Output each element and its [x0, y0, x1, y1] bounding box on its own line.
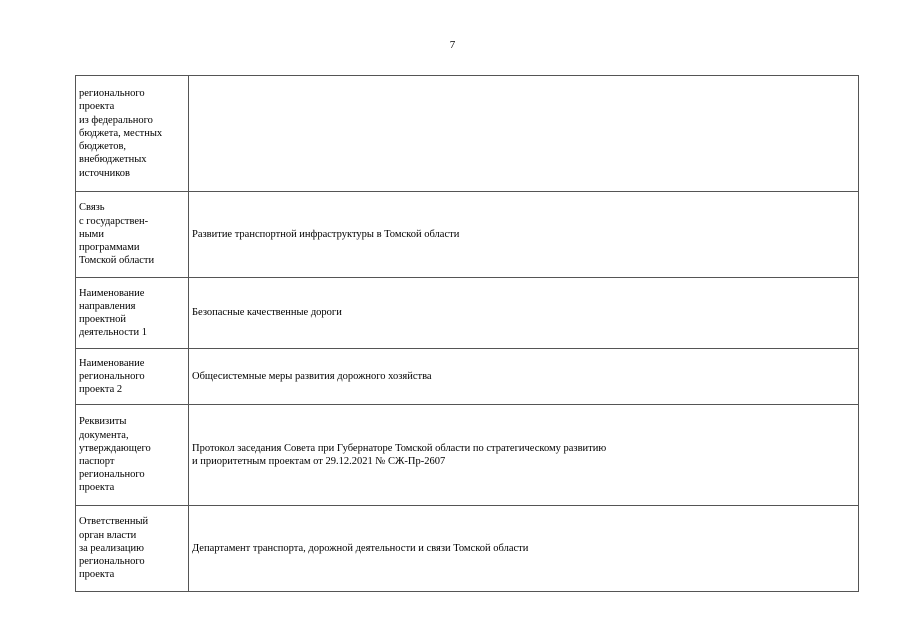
row-value-regional-project-name: Общесистемные меры развития дорожного хозяйства [189, 349, 859, 405]
table-row [76, 349, 859, 405]
table-row [76, 278, 859, 349]
row-label-responsible-authority: Ответственный орган власти за реализацию регионального проекта [76, 506, 189, 592]
row-label-approval-document: Реквизиты документа, утверждающего паспорт регионального проекта [76, 405, 189, 506]
table-row [76, 192, 859, 278]
row-label-project-direction: Наименование направления проектной деятельности 1 [76, 278, 189, 349]
row-value-funding-sources [189, 76, 859, 192]
table-row [76, 76, 859, 192]
row-value-project-direction: Безопасные качественные дороги [189, 278, 859, 349]
row-value-responsible-authority: Департамент транспорта, дорожной деятельности и связи Томской области [189, 506, 859, 592]
row-label-state-programs: Связь с государствен- ными программами Томской области [76, 192, 189, 278]
project-passport-table [75, 75, 859, 592]
page-number: 7 [449, 39, 456, 51]
row-label-regional-project-name: Наименование регионального проекта 2 [76, 349, 189, 405]
row-label-funding-sources: регионального проекта из федерального бюджета, местных бюджетов, внебюджетных источников [76, 76, 189, 192]
table-row [76, 506, 859, 592]
row-value-approval-document: Протокол заседания Совета при Губернаторе Томской области по стратегическому развитию и приоритетным проектам от 29.12.2021 № СЖ-Пр-2607 [189, 405, 859, 506]
row-value-state-programs: Развитие транспортной инфраструктуры в Томской области [189, 192, 859, 278]
table-row [76, 405, 859, 506]
